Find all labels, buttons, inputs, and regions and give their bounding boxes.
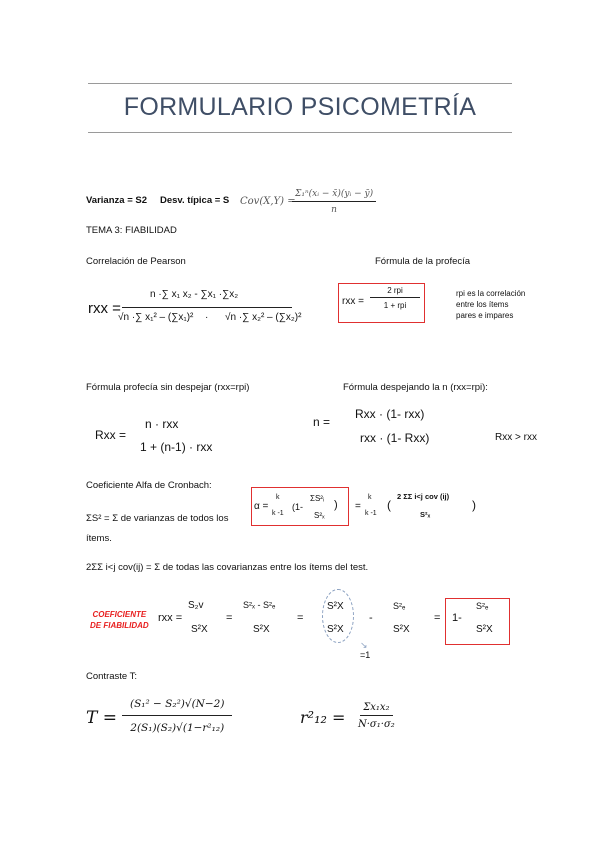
alpha-eq: =	[355, 501, 361, 512]
alpha-inner-den: S²ₓ	[314, 511, 325, 520]
cronbach-def1b: ítems.	[86, 533, 112, 544]
alpha-inner-num: ΣS²ᵢ	[310, 494, 325, 503]
fiab-one: 1-	[452, 612, 462, 624]
arrow-icon: ↘	[360, 640, 368, 650]
r-lhs: r²₁₂ =	[300, 708, 346, 727]
despejando-cond: Rxx > rxx	[495, 432, 537, 443]
cronbach-def1: ΣS² = Σ de varianzas de todos los	[86, 513, 229, 524]
despejando-heading: Fórmula despejando la n (rxx=rpi):	[343, 382, 488, 393]
sin-despejar-num: n · rxx	[145, 417, 179, 431]
contraste-heading: Contraste T:	[86, 671, 138, 682]
sin-despejar-heading: Fórmula profecía sin despejar (rxx=rpi)	[86, 382, 250, 393]
alpha-k: k	[276, 494, 280, 501]
fiab-f3n: S²X	[327, 601, 344, 612]
fiab-eq1: =	[226, 612, 233, 624]
profecia-den: 1 + rpi	[383, 301, 407, 310]
fiabilidad-label-1: COEFICIENTE	[92, 610, 147, 619]
despejando-lhs: n =	[313, 415, 331, 429]
alpha-k1: k -1	[272, 510, 284, 517]
alpha-num-b: 2 ΣΣ i<j cov (ij)	[397, 492, 450, 501]
cronbach-heading: Coeficiente Alfa de Cronbach:	[86, 480, 212, 491]
fiabilidad-label	[90, 609, 149, 631]
title-rule	[88, 132, 512, 133]
fiab-f3d: S²X	[327, 624, 344, 635]
cov-denominator: n	[331, 205, 337, 215]
alpha-close-b: )	[472, 498, 476, 512]
pearson-heading: Correlación de Pearson	[86, 256, 186, 267]
despejando-num: Rxx · (1- rxx)	[355, 407, 425, 421]
alpha-k-b: k	[368, 494, 372, 501]
r-denominator: N·σ₁·σ₂	[358, 719, 395, 730]
top-rule	[88, 83, 512, 84]
profecia-num: 2 rpi	[370, 286, 420, 298]
pearson-dot: ·	[205, 312, 209, 323]
fiab-f1d: S²X	[191, 624, 208, 635]
despejando-den: rxx · (1- Rxx)	[360, 431, 430, 445]
alpha-open-b: (	[387, 498, 391, 512]
fiab-f2n: S²ₓ - S²ₑ	[243, 600, 276, 610]
fiab-f4n: S²ₑ	[393, 601, 406, 611]
profecia-note: rpi es la correlación entre los ítems pares e impares	[456, 289, 526, 320]
fiab-minus: -	[369, 612, 373, 624]
pearson-numerator: n ·∑ x₁ x₂ - ∑x₁ ·∑x₂	[150, 289, 239, 300]
varianza-text: Varianza = S2	[86, 195, 147, 206]
sin-despejar-lhs: Rxx =	[95, 428, 127, 442]
desv-text: Desv. típica = S	[160, 195, 230, 206]
r-numerator: Σx₁x₂	[360, 702, 392, 716]
sin-despejar-den: 1 + (n-1) · rxx	[140, 440, 213, 454]
alpha-close: )	[334, 499, 338, 511]
r-fraction	[358, 702, 395, 730]
profecia-lhs: rxx =	[342, 296, 364, 307]
fiab-f4d: S²X	[393, 624, 410, 635]
fiab-eq2: =	[297, 612, 304, 624]
fiab-f1n: S₂v	[188, 600, 204, 611]
cov-lhs: Cov(X,Y) =	[240, 196, 296, 207]
fiab-f5n: S²ₑ	[476, 601, 489, 611]
page-title: FORMULARIO PSICOMETRÍA	[123, 93, 477, 121]
alpha-open: (1-	[292, 502, 303, 512]
profecia-fraction	[370, 286, 420, 310]
alpha-den-b: S²ₓ	[420, 510, 431, 519]
cov-fraction	[292, 189, 376, 215]
fiab-f5d: S²X	[476, 624, 493, 635]
cov-numerator: Σ₁ⁿ(xᵢ − x̄)(yᵢ − ȳ)	[292, 189, 376, 202]
profecia-heading: Fórmula de la profecía	[375, 256, 471, 267]
cronbach-def2: 2ΣΣ i<j cov(ij) = Σ de todas las covarianzas entre los ítems del test.	[86, 562, 369, 573]
fiab-f2d: S²X	[253, 624, 270, 635]
alpha-lhs: α =	[254, 501, 269, 512]
pearson-den1: √n ·∑ x₁² – (∑x₁)²	[118, 312, 194, 323]
pearson-den2: √n ·∑ x₂² – (∑x₂)²	[225, 312, 302, 323]
t-denominator: 2(S₁)(S₂)√(1−r²₁₂)	[130, 722, 225, 734]
t-numerator: (S₁² − S₂²)√(N−2)	[122, 698, 232, 716]
pearson-lhs: rxx =	[88, 300, 121, 317]
alpha-k1-b: k -1	[365, 510, 377, 517]
fiab-lhs: rxx =	[158, 612, 183, 624]
fiab-eq3: =	[434, 612, 441, 624]
t-lhs: T =	[86, 708, 117, 728]
pearson-fraction-bar	[122, 307, 292, 308]
t-fraction	[122, 698, 232, 734]
tema-heading: TEMA 3: FIABILIDAD	[86, 225, 177, 236]
fiab-equals-one: =1	[360, 650, 371, 660]
fiabilidad-label-2: DE FIABILIDAD	[90, 621, 149, 630]
